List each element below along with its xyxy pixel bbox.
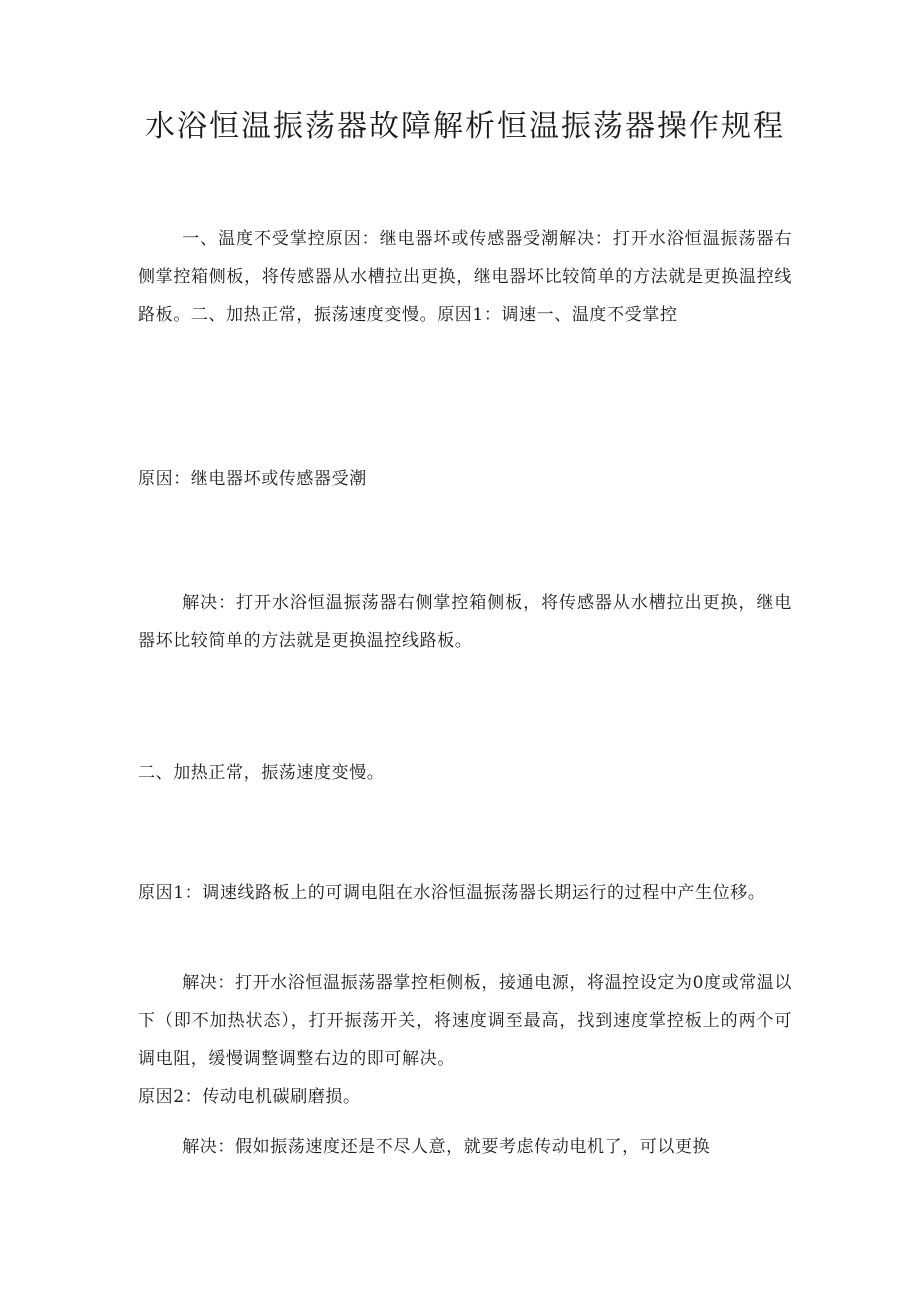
paragraph-cause-1: 原因：继电器坏或传感器受潮 xyxy=(138,469,367,489)
paragraph-solution-2-2: 解决：假如振荡速度还是不尽人意，就要考虑传动电机了，可以更换 xyxy=(182,1137,711,1157)
paragraph-solution-2-1: 解决：打开水浴恒温振荡器掌控柜侧板，接通电源，将温控设定为0度或常温以下（即不加热状态），打开振荡开关，将速度调至最高，找到速度掌控板上的两个可调电阻，缓慢调整调整右边的即可解决。 xyxy=(138,973,793,1069)
paragraph-cause-2-2: 原因2：传动电机碳刷磨损。 xyxy=(138,1087,361,1107)
paragraph-summary: 一、温度不受掌控原因：继电器坏或传感器受潮解决：打开水浴恒温振荡器右侧掌控箱侧板，将传感器从水槽拉出更换，继电器坏比较简单的方法就是更换温控线路板。二、加热正常，振荡速度变慢。原因1：调速一、温度不受掌控 xyxy=(138,229,792,325)
document-title: 水浴恒温振荡器故障解析恒温振荡器操作规程 xyxy=(145,109,785,144)
paragraph-solution-1: 解决：打开水浴恒温振荡器右侧掌控箱侧板，将传感器从水槽拉出更换，继电器坏比较简单的方法就是更换温控线路板。 xyxy=(138,593,792,651)
paragraph-cause-2-1: 原因1：调速线路板上的可调电阻在水浴恒温振荡器长期运行的过程中产生位移。 xyxy=(138,883,766,903)
paragraph-heading-2: 二、加热正常，振荡速度变慢。 xyxy=(138,763,385,783)
